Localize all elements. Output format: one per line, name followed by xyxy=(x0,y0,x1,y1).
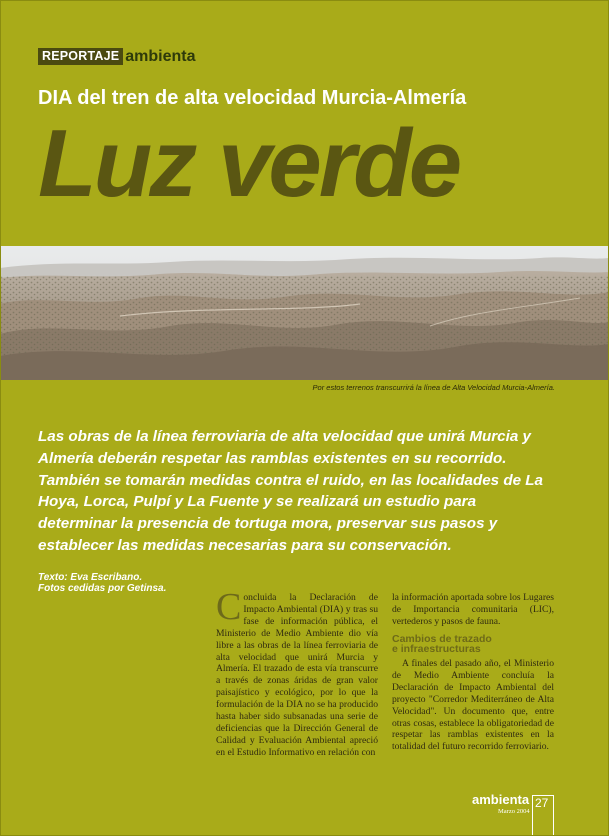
landscape-photo xyxy=(0,246,609,380)
article-headline: Luz verde xyxy=(38,110,460,217)
photo-caption: Por estos terrenos transcurrirá la línea de Alta Velocidad Murcia-Almería. xyxy=(312,383,555,392)
body-column-1-text: oncluida la Declaración de Impacto Ambiental (DIA) y tras su fase de información pública, el Ministerio de Medio Ambiente dio vía libre a las obras de la línea ferroviaria de alta velocidad que unirá Murcia y Almería. El trazado de esta vía transcurre a través de zonas áridas de gran valor paisajístico y ecológico, por lo que la formulación de la DIA no se ha producido hasta haber sido subsanadas una serie de deficiencias que la Dirección General de Calidad y Evaluación Ambiental apreció en el Estudio Informativo en relación con xyxy=(216,592,378,758)
article-kicker: DIA del tren de alta velocidad Murcia-Almería xyxy=(38,87,467,109)
photo-credit: Fotos cedidas por Getinsa. xyxy=(38,583,167,594)
subhead-line-1: Cambios de trazado xyxy=(392,633,492,645)
section-brand: ambienta xyxy=(125,48,196,65)
subhead-line-2: e infraestructuras xyxy=(392,643,481,655)
body-column-2-top: la información aportada sobre los Lugares de Importancia comunitaria (LIC), vertederos y pasos de fauna. xyxy=(392,592,554,627)
article-credits xyxy=(38,572,166,594)
section-subhead xyxy=(392,634,562,654)
section-label: REPORTAJE xyxy=(38,48,123,65)
article-lead: Las obras de la línea ferroviaria de alta velocidad que unirá Murcia y Almería deberán respetar las ramblas existentes en su recorrido. También se tomarán medidas contra el ruido, en las localidades de La Hoya, Lorca, Pulpí y La Fuente y se realizará un estudio para determinar la presencia de tortuga mora, preservar sus pasos y establecer las medidas necesarias para su conservación. xyxy=(38,428,543,554)
footer-date: Marzo 2004 xyxy=(498,808,530,815)
footer-brand: ambienta xyxy=(472,792,530,807)
drop-cap: C xyxy=(216,586,242,628)
body-column-1 xyxy=(216,586,378,759)
body-column-2-bottom: A finales del pasado año, el Ministerio de Medio Ambiente concluía la Declaración de Impacto Ambiental del proyecto "Corredor Mediterráneo de Alta Velocidad". Un documento que, entre otras cosas, establece la obligatoriedad de respetar las ramblas existentes en la totalidad del futuro recorrido ferroviario. xyxy=(392,658,554,753)
section-tag xyxy=(38,48,196,65)
page-number: 27 xyxy=(535,796,549,810)
text-credit: Texto: Eva Escribano. xyxy=(38,572,143,583)
